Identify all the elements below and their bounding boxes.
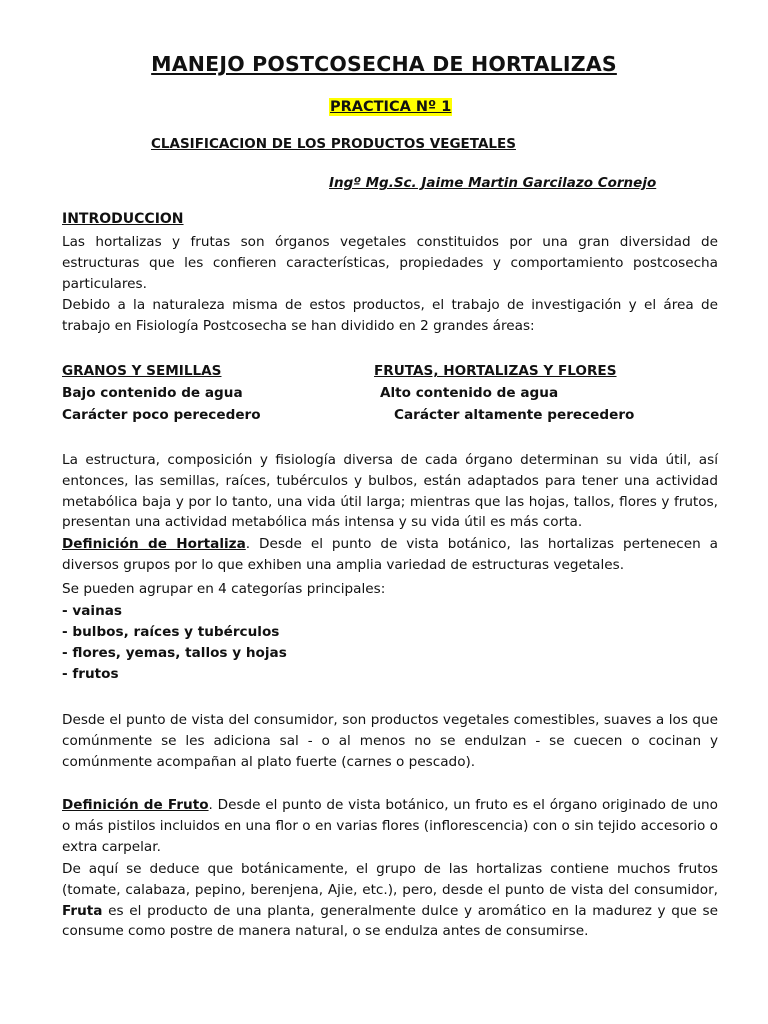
practice-number: PRACTICA Nº 1	[330, 99, 452, 115]
consumer-paragraph: Desde el punto de vista del consumidor, son productos vegetales comestibles, suaves a los que comúnmente se les adiciona sal - o al menos no se endulzan - se cuecen o cocinan y comúnmente acompañan al plato fuerte (carnes o pescado).	[62, 712, 718, 770]
area-right-heading: FRUTAS, HORTALIZAS Y FLORES	[374, 363, 617, 379]
intro-paragraph-1: Las hortalizas y frutas son órganos vegetales constituidos por una gran diversidad de estructuras que les confieren características, propiedades y comportamiento postcosecha particulares.	[62, 234, 718, 292]
list-item: - flores, yemas, tallos y hojas	[62, 645, 287, 661]
document-title: MANEJO POSTCOSECHA DE HORTALIZAS	[151, 52, 617, 76]
intro-paragraph-2: Debido a la naturaleza misma de estos productos, el trabajo de investigación y el área de trabajo en Fisiología Postcosecha se han dividido en 2 grandes áreas:	[62, 297, 718, 334]
fruta-term: Fruta	[62, 902, 103, 919]
categories-list	[62, 601, 287, 685]
document-subtitle: CLASIFICACION DE LOS PRODUCTOS VEGETALES	[151, 136, 516, 152]
hortaliza-definition-text: . Desde el punto de vista botánico, las hortalizas pertenecen a diversos grupos por lo que exhiben una amplia variedad de estructuras vegetales.	[62, 536, 719, 573]
area-left-heading: GRANOS Y SEMILLAS	[62, 363, 222, 379]
fruto-definition	[62, 795, 718, 857]
area-right-line-1: Alto contenido de agua	[380, 385, 559, 401]
author-line: Ingº Mg.Sc. Jaime Martin Garcilazo Cornejo	[329, 175, 657, 191]
fruto-definition-text: . Desde el punto de vista botánico, un fruto es el órgano originado de uno o más pistilos incluidos en una flor o en varias flores (inflorescencia) con o sin tejido accesorio o extra carpelar.	[62, 797, 718, 855]
final-paragraph-part-1: De aquí se deduce que botánicamente, el grupo de las hortalizas contiene muchos frutos (tomate, calabaza, pepino, berenjena, Ajie, etc.), pero, desde el punto de vista del consumidor,	[62, 861, 718, 898]
area-left-line-1: Bajo contenido de agua	[62, 385, 243, 401]
fruto-term: Definición de Fruto	[62, 797, 209, 813]
list-item: - frutos	[62, 666, 119, 682]
area-right-line-2: Carácter altamente perecedero	[394, 407, 635, 423]
intro-heading: INTRODUCCION	[62, 211, 184, 227]
list-item: - bulbos, raíces y tubérculos	[62, 624, 280, 640]
categories-intro: Se pueden agrupar en 4 categorías principales:	[62, 581, 386, 597]
hortaliza-definition	[62, 534, 718, 576]
hortaliza-term: Definición de Hortaliza	[62, 536, 246, 552]
list-item: - vainas	[62, 603, 123, 619]
area-left-line-2: Carácter poco perecedero	[62, 407, 261, 423]
final-paragraph	[62, 859, 718, 942]
structure-paragraph: La estructura, composición y fisiología diversa de cada órgano determinan su vida útil, así entonces, las semillas, raíces, tubérculos y bulbos, están adaptados para tener una actividad metabólica baja y por lo tanto, una vida útil larga; mientras que las hojas, tallos, flores y frutos, presentan una actividad metabólica más intensa y su vida útil es más corta.	[62, 452, 718, 531]
final-paragraph-part-2: es el producto de una planta, generalmente dulce y aromático en la madurez y que se consume como postre de manera natural, o se endulza antes de consumirse.	[62, 902, 718, 940]
